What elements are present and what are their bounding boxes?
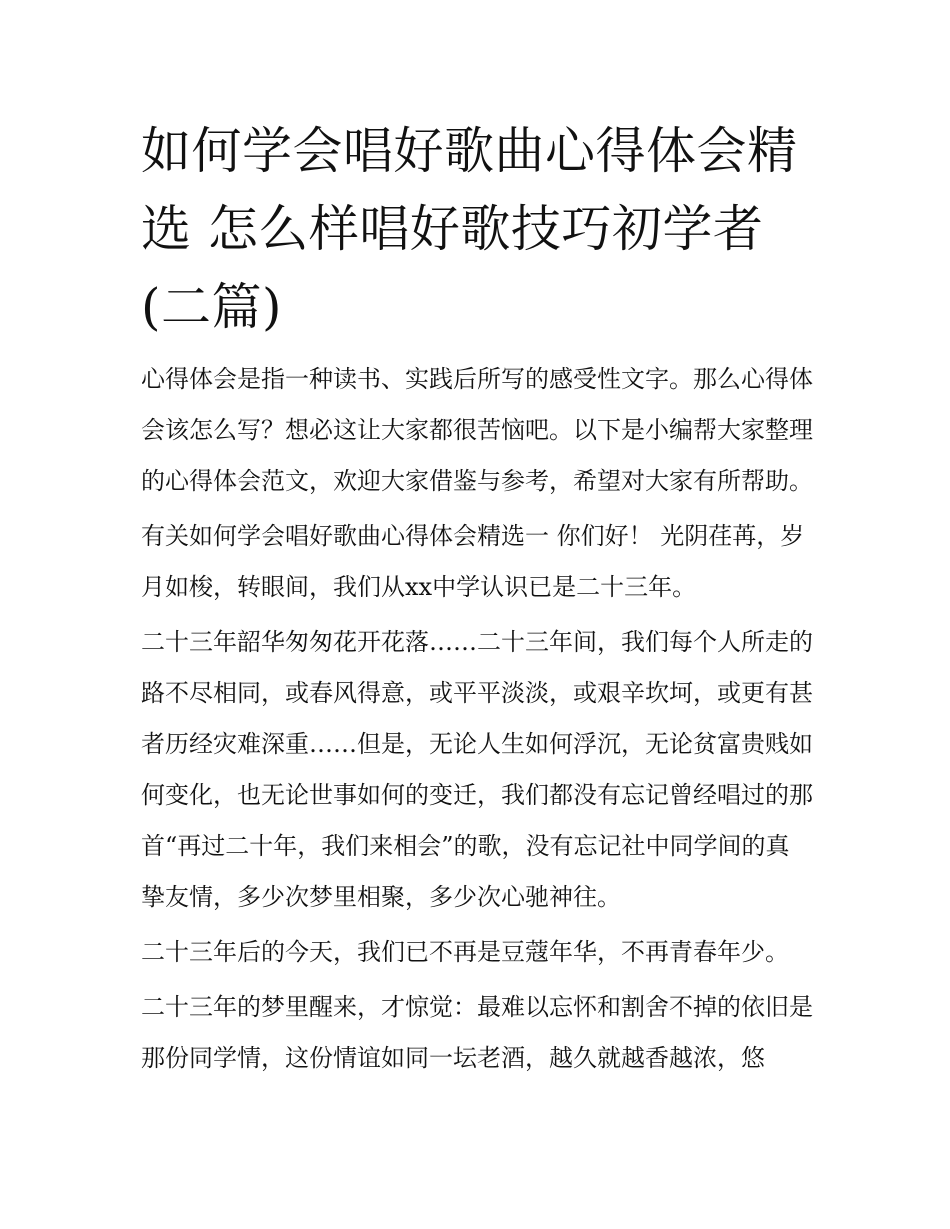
paragraph-twenty-three-years: 二十三年韶华匆匆花开花落……二十三年间，我们每个人所走的路不尽相同，或春风得意，或平平淡淡，或艰辛坎坷，或更有甚者历经灾难深重……但是，无论人生如何浮沉，无论贫富贵贱如何变化，也无论世事如何的变迁，我们都没有忘记曾经唱过的那首“再过二十年，我们来相会”的歌，没有忘记社中同学间的真挚友情，多少次梦里相聚，多少次心驰神往。 (141, 628, 813, 911)
paragraph-dream: 二十三年的梦里醒来，才惊觉：最难以忘怀和割舍不掉的依旧是那份同学情，这份情谊如同一坛老酒，越久就越香越浓，悠 (141, 993, 813, 1072)
document-title: 如何学会唱好歌曲心得体会精选 怎么样唱好歌技巧初学者(二篇) (141, 122, 798, 336)
paragraph-greeting: 有关如何学会唱好歌曲心得体会精选一 你们好！ 光阴荏苒，岁月如梭，转眼间，我们从xx中学认识已是二十三年。 (141, 522, 805, 601)
paragraph-intro: 心得体会是指一种读书、实践后所写的感受性文字。那么心得体会该怎么写？想必这让大家都很苦恼吧。以下是小编帮大家整理的心得体会范文，欢迎大家借鉴与参考，希望对大家有所帮助。 (141, 365, 813, 495)
paragraph-today: 二十三年后的今天，我们已不再是豆蔻年华，不再青春年少。 (141, 938, 789, 966)
document-body (141, 112, 813, 1084)
